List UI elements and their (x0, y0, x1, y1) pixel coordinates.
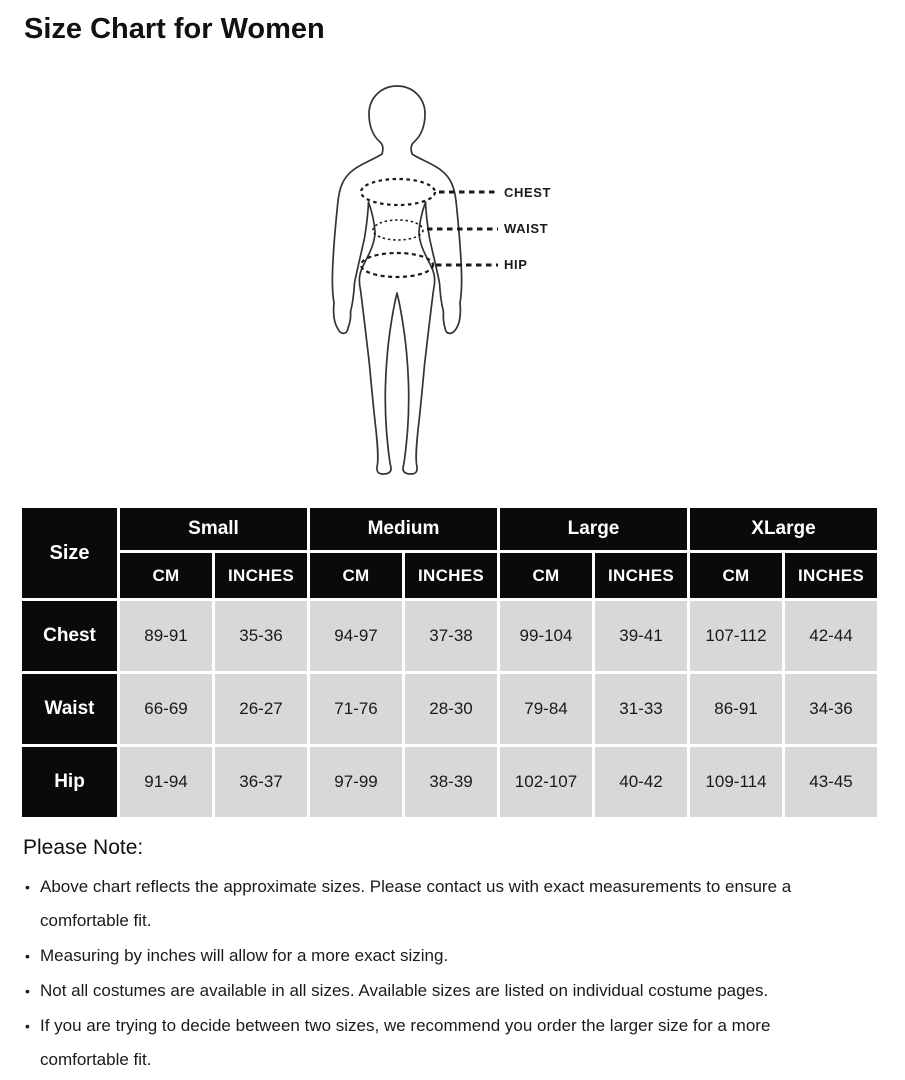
row-header-hip: Hip (22, 747, 117, 817)
table-row-chest (22, 601, 877, 671)
cell-hip-medium-inches: 38-39 (405, 747, 497, 817)
cell-chest-small-cm: 89-91 (120, 601, 212, 671)
cell-chest-xlarge-inches: 42-44 (785, 601, 877, 671)
cell-chest-large-inches: 39-41 (595, 601, 687, 671)
note-item-size-recommendation: • If you are trying to decide between two sizes, we recommend you order the larger size for a more comfortable fit. (23, 1009, 828, 1077)
size-corner-header: Size (22, 508, 117, 598)
cell-waist-small-cm: 66-69 (120, 674, 212, 744)
unit-header-medium-inches: INCHES (405, 553, 497, 598)
female-body-outline-svg (280, 80, 620, 480)
table-row-waist (22, 674, 877, 744)
cell-waist-medium-inches: 28-30 (405, 674, 497, 744)
row-header-chest: Chest (22, 601, 117, 671)
cell-waist-large-inches: 31-33 (595, 674, 687, 744)
group-header-large: Large (500, 508, 687, 550)
size-chart-table-container (19, 505, 880, 820)
cell-hip-small-cm: 91-94 (120, 747, 212, 817)
unit-header-small-inches: INCHES (215, 553, 307, 598)
unit-header-large-inches: INCHES (595, 553, 687, 598)
unit-header-large-cm: CM (500, 553, 592, 598)
waist-label: WAIST (504, 221, 549, 236)
unit-header-medium-cm: CM (310, 553, 402, 598)
row-header-waist: Waist (22, 674, 117, 744)
group-header-small: Small (120, 508, 307, 550)
unit-header-xlarge-inches: INCHES (785, 553, 877, 598)
note-item-measuring-inches: • Measuring by inches will allow for a more exact sizing. (23, 939, 897, 973)
cell-chest-xlarge-cm: 107-112 (690, 601, 782, 671)
note-item-availability: • Not all costumes are available in all sizes. Available sizes are listed on individual costume pages. (23, 974, 897, 1008)
cell-hip-small-inches: 36-37 (215, 747, 307, 817)
cell-hip-large-inches: 40-42 (595, 747, 687, 817)
size-chart-table (19, 505, 880, 820)
cell-chest-small-inches: 35-36 (215, 601, 307, 671)
notes-section (23, 833, 897, 1078)
notes-heading: Please Note: (23, 836, 144, 859)
cell-waist-medium-cm: 71-76 (310, 674, 402, 744)
unit-header-xlarge-cm: CM (690, 553, 782, 598)
page-title: Size Chart for Women (24, 13, 325, 45)
group-header-medium: Medium (310, 508, 497, 550)
notes-list (23, 870, 897, 1077)
note-item-approximate-sizes: • Above chart reflects the approximate sizes. Please contact us with exact measurements to ensure a comfortable fit. (23, 870, 828, 938)
body-outline (332, 86, 461, 474)
cell-chest-medium-cm: 94-97 (310, 601, 402, 671)
unit-header-small-cm: CM (120, 553, 212, 598)
cell-waist-large-cm: 79-84 (500, 674, 592, 744)
cell-chest-medium-inches: 37-38 (405, 601, 497, 671)
cell-waist-xlarge-inches: 34-36 (785, 674, 877, 744)
cell-hip-large-cm: 102-107 (500, 747, 592, 817)
hip-label: HIP (504, 257, 528, 272)
measurement-figure (280, 80, 620, 480)
table-row-hip (22, 747, 877, 817)
group-header-xlarge: XLarge (690, 508, 877, 550)
cell-hip-xlarge-cm: 109-114 (690, 747, 782, 817)
cell-chest-large-cm: 99-104 (500, 601, 592, 671)
cell-waist-xlarge-cm: 86-91 (690, 674, 782, 744)
cell-hip-medium-cm: 97-99 (310, 747, 402, 817)
cell-hip-xlarge-inches: 43-45 (785, 747, 877, 817)
cell-waist-small-inches: 26-27 (215, 674, 307, 744)
chest-label: CHEST (504, 185, 552, 200)
